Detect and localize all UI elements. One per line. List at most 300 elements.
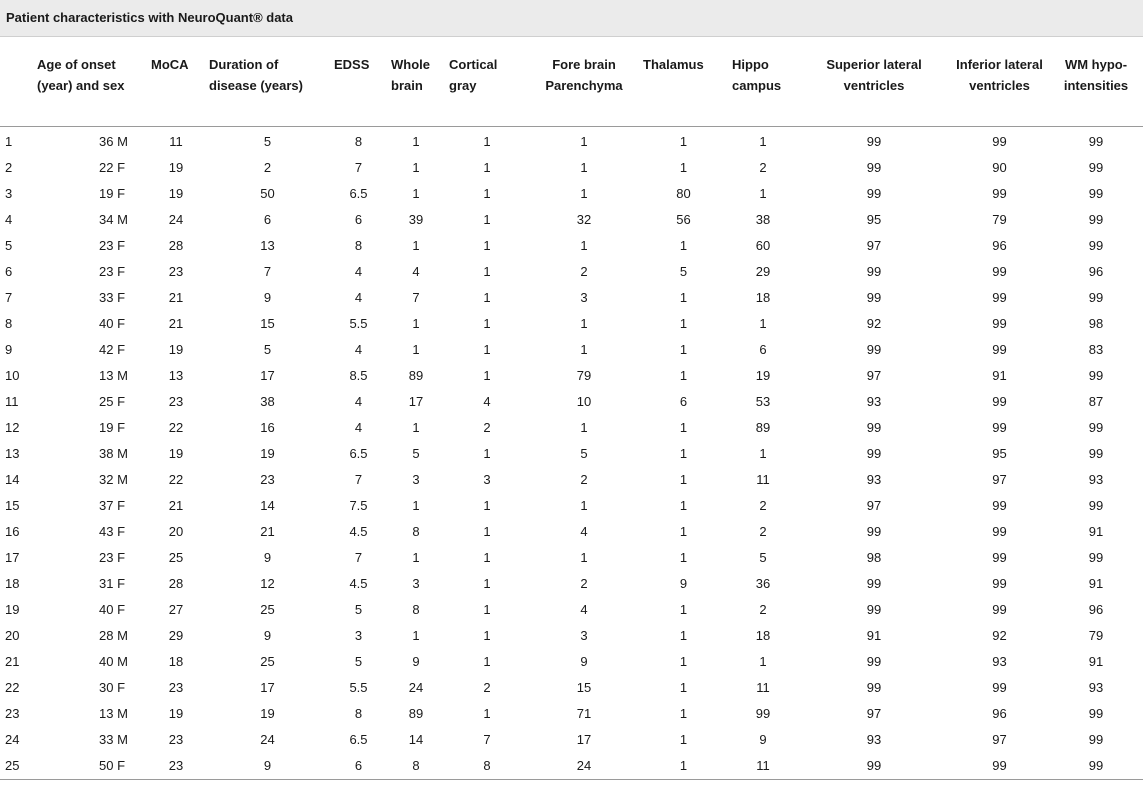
table-cell-id: 1 — [5, 134, 13, 149]
table-cell-inf-lat-vent: 79 — [992, 212, 1007, 227]
table-cell-id: 6 — [5, 264, 13, 279]
table-cell-age-sex: 50 F — [33, 753, 147, 780]
table-cell-moca: 23 — [147, 753, 205, 780]
table-cell-sup-lat-vent: 95 — [866, 212, 882, 227]
table-cell-edss: 4 — [354, 264, 363, 279]
table-cell-sup-lat-vent: 99 — [866, 186, 882, 201]
table-cell-wm-hypo: 96 — [1088, 602, 1104, 617]
table-cell-thalamus: 1 — [679, 342, 688, 357]
table-row — [0, 233, 1143, 259]
col-header-superior-lateral-ventricles: Superior lateral ventricles — [798, 46, 950, 127]
table-cell-whole-brain: 8 — [412, 524, 420, 539]
table-cell-forebrain: 1 — [580, 238, 588, 253]
table-cell-sup-lat-vent: 99 — [866, 420, 882, 435]
table-cell-moca: 22 — [168, 472, 184, 487]
table-cell-wm-hypo: 99 — [1088, 212, 1104, 227]
table-cell-whole-brain: 89 — [408, 368, 424, 383]
table-cell-thalamus: 1 — [679, 134, 688, 149]
table-cell-wm-hypo: 99 — [1049, 753, 1143, 780]
table-cell-moca: 23 — [168, 264, 184, 279]
col-header-moca: MoCA — [147, 46, 205, 127]
table-row — [0, 545, 1143, 571]
table-cell-cortical-gray: 7 — [483, 732, 491, 747]
table-cell-hippocampus: 1 — [759, 446, 767, 461]
patient-table — [0, 46, 1143, 780]
table-cell-whole-brain: 1 — [412, 134, 420, 149]
table-cell-whole-brain: 1 — [412, 160, 420, 175]
table-cell-inf-lat-vent: 97 — [992, 472, 1007, 487]
col-header-duration: Duration of disease (years) — [205, 46, 330, 127]
table-cell-duration: 23 — [260, 472, 275, 487]
table-cell-thalamus: 1 — [679, 290, 688, 305]
table-cell-age-sex: 43 F — [99, 524, 126, 539]
table-cell-age-sex: 36 M — [99, 134, 128, 149]
table-cell-hippocampus: 18 — [755, 290, 771, 305]
table-cell-age-sex: 13 M — [99, 706, 128, 721]
table-cell-thalamus: 1 — [639, 753, 728, 780]
table-cell-edss: 6 — [354, 212, 363, 227]
table-cell-forebrain: 79 — [576, 368, 592, 383]
table-cell-hippocampus: 18 — [755, 628, 771, 643]
table-cell-duration: 15 — [260, 316, 275, 331]
table-row — [0, 181, 1143, 207]
table-cell-id: 17 — [5, 550, 20, 565]
table-cell-id: 20 — [5, 628, 20, 643]
table-cell-wm-hypo: 99 — [1088, 186, 1104, 201]
table-cell-id: 3 — [5, 186, 13, 201]
table-cell-wm-hypo: 99 — [1088, 290, 1104, 305]
table-cell-cortical-gray: 4 — [483, 394, 491, 409]
table-cell-sup-lat-vent: 92 — [866, 316, 882, 331]
table-cell-thalamus: 6 — [679, 394, 688, 409]
table-cell-duration: 5 — [263, 134, 272, 149]
table-cell-whole-brain: 8 — [412, 602, 420, 617]
table-cell-whole-brain: 17 — [408, 394, 424, 409]
table-cell-moca: 18 — [168, 654, 184, 669]
table-cell-thalamus: 1 — [679, 680, 688, 695]
table-cell-hippocampus: 38 — [755, 212, 771, 227]
table-cell-forebrain: 1 — [580, 134, 588, 149]
table-cell-forebrain: 15 — [576, 680, 592, 695]
table-cell-inf-lat-vent: 99 — [992, 550, 1007, 565]
table-cell-sup-lat-vent: 97 — [866, 238, 882, 253]
table-cell-cortical-gray: 1 — [483, 446, 491, 461]
table-cell-edss: 5.5 — [349, 316, 368, 331]
table-cell-whole-brain: 3 — [412, 472, 420, 487]
table-cell-duration: 9 — [205, 753, 330, 780]
table-cell-duration: 6 — [263, 212, 272, 227]
table-cell-id: 21 — [5, 654, 20, 669]
table-cell-whole-brain: 5 — [412, 446, 420, 461]
table-cell-whole-brain: 1 — [412, 550, 420, 565]
col-header-inferior-lateral-ventricles: Inferior lateral ventricles — [950, 46, 1049, 127]
table-cell-forebrain: 4 — [580, 524, 588, 539]
table-cell-thalamus: 1 — [679, 524, 688, 539]
table-cell-inf-lat-vent: 99 — [992, 134, 1007, 149]
table-cell-moca: 20 — [168, 524, 184, 539]
table-cell-moca: 28 — [168, 576, 184, 591]
table-cell-duration: 24 — [260, 732, 275, 747]
table-cell-hippocampus: 9 — [759, 732, 767, 747]
table-cell-sup-lat-vent: 99 — [866, 654, 882, 669]
table-cell-edss: 4 — [354, 290, 363, 305]
table-cell-age-sex: 37 F — [99, 498, 126, 513]
table-cell-sup-lat-vent: 97 — [866, 498, 882, 513]
table-caption: Patient characteristics with NeuroQuant® data — [6, 10, 293, 25]
table-cell-moca: 23 — [168, 680, 184, 695]
table-cell-id: 19 — [5, 602, 20, 617]
table-cell-age-sex: 40 M — [99, 654, 128, 669]
table-cell-sup-lat-vent: 99 — [866, 602, 882, 617]
table-cell-forebrain: 5 — [580, 446, 588, 461]
table-cell-whole-brain: 4 — [412, 264, 420, 279]
table-row — [0, 597, 1143, 623]
table-cell-age-sex: 28 M — [99, 628, 128, 643]
table-cell-hippocampus: 1 — [759, 654, 767, 669]
table-cell-sup-lat-vent: 93 — [866, 472, 882, 487]
table-cell-id: 7 — [5, 290, 13, 305]
table-cell-duration: 19 — [260, 446, 275, 461]
table-cell-duration: 25 — [260, 654, 275, 669]
table-cell-sup-lat-vent: 99 — [866, 290, 882, 305]
table-cell-edss: 4 — [354, 342, 363, 357]
table-cell-thalamus: 1 — [679, 160, 688, 175]
table-cell-id: 15 — [5, 498, 20, 513]
table-cell-forebrain: 1 — [580, 420, 588, 435]
col-header-hippocampus: Hippo campus — [728, 46, 798, 127]
col-header-wm-hypointensities: WM hypo-intensities — [1049, 46, 1143, 127]
table-cell-hippocampus: 53 — [755, 394, 771, 409]
table-cell-wm-hypo: 91 — [1088, 654, 1104, 669]
table-cell-sup-lat-vent: 99 — [866, 524, 882, 539]
table-cell-id: 10 — [5, 368, 20, 383]
table-cell-inf-lat-vent: 91 — [992, 368, 1007, 383]
table-cell-sup-lat-vent: 99 — [866, 446, 882, 461]
table-cell-edss: 8 — [354, 706, 363, 721]
table-cell-whole-brain: 89 — [408, 706, 424, 721]
table-cell-sup-lat-vent: 99 — [866, 160, 882, 175]
table-cell-duration: 2 — [263, 160, 272, 175]
table-cell-inf-lat-vent: 99 — [992, 680, 1007, 695]
table-cell-age-sex: 38 M — [99, 446, 128, 461]
table-cell-duration: 13 — [260, 238, 275, 253]
table-cell-cortical-gray: 1 — [483, 654, 491, 669]
table-cell-cortical-gray: 1 — [483, 368, 491, 383]
table-body — [0, 127, 1143, 780]
table-cell-cortical-gray: 1 — [483, 342, 491, 357]
table-row — [0, 701, 1143, 727]
table-cell-hippocampus: 2 — [759, 602, 767, 617]
table-cell-inf-lat-vent: 99 — [992, 186, 1007, 201]
table-cell-forebrain: 1 — [580, 550, 588, 565]
table-cell-edss: 6.5 — [349, 446, 368, 461]
table-cell-moca: 23 — [168, 394, 184, 409]
table-cell-thalamus: 1 — [679, 316, 688, 331]
table-cell-whole-brain: 8 — [387, 753, 445, 780]
table-cell-id: 22 — [5, 680, 20, 695]
table-cell-wm-hypo: 87 — [1088, 394, 1104, 409]
table-cell-forebrain: 3 — [580, 628, 588, 643]
table-cell-duration: 17 — [260, 680, 275, 695]
table-cell-duration: 5 — [263, 342, 272, 357]
table-cell-hippocampus: 11 — [756, 472, 770, 487]
table-cell-duration: 7 — [263, 264, 272, 279]
table-cell-duration: 16 — [260, 420, 275, 435]
table-cell-age-sex: 22 F — [99, 160, 126, 175]
table-row — [0, 285, 1143, 311]
table-cell-forebrain: 2 — [580, 264, 588, 279]
table-cell-duration: 38 — [260, 394, 275, 409]
table-cell-wm-hypo: 79 — [1088, 628, 1104, 643]
table-row — [0, 753, 1143, 780]
table-cell-hippocampus: 19 — [755, 368, 771, 383]
table-cell-moca: 19 — [168, 342, 184, 357]
table-cell-edss: 8 — [354, 134, 363, 149]
table-cell-sup-lat-vent: 99 — [798, 753, 950, 780]
table-cell-thalamus: 1 — [679, 472, 688, 487]
table-cell-age-sex: 19 F — [99, 420, 126, 435]
table-cell-thalamus: 1 — [679, 654, 688, 669]
table-row — [0, 519, 1143, 545]
table-cell-age-sex: 31 F — [99, 576, 126, 591]
table-cell-id: 23 — [5, 706, 20, 721]
table-cell-edss: 5 — [354, 654, 363, 669]
table-cell-id: 2 — [5, 160, 13, 175]
table-cell-forebrain: 1 — [580, 186, 588, 201]
table-cell-wm-hypo: 91 — [1088, 524, 1104, 539]
table-cell-hippocampus: 29 — [755, 264, 771, 279]
table-row — [0, 623, 1143, 649]
table-cell-hippocampus: 1 — [759, 134, 767, 149]
table-cell-id: 25 — [0, 753, 33, 780]
table-cell-whole-brain: 1 — [412, 238, 420, 253]
table-cell-edss: 4 — [354, 394, 363, 409]
table-cell-moca: 11 — [169, 134, 183, 149]
table-cell-age-sex: 19 F — [99, 186, 126, 201]
table-cell-wm-hypo: 99 — [1088, 238, 1104, 253]
table-cell-duration: 9 — [263, 628, 272, 643]
table-cell-moca: 27 — [168, 602, 184, 617]
table-cell-age-sex: 42 F — [99, 342, 126, 357]
col-header-cortical-gray: Cortical gray — [445, 46, 529, 127]
col-header-age-sex: Age of onset (year) and sex — [33, 46, 147, 127]
table-cell-duration: 9 — [263, 290, 272, 305]
table-row — [0, 675, 1143, 701]
table-cell-forebrain: 2 — [580, 472, 588, 487]
table-cell-whole-brain: 7 — [412, 290, 420, 305]
table-row — [0, 571, 1143, 597]
table-cell-hippocampus: 99 — [755, 706, 771, 721]
table-row — [0, 127, 1143, 156]
table-cell-inf-lat-vent: 96 — [992, 706, 1007, 721]
table-cell-forebrain: 9 — [580, 654, 588, 669]
table-cell-cortical-gray: 3 — [483, 472, 491, 487]
col-header-forebrain: Fore brain Parenchyma — [529, 46, 639, 127]
table-cell-thalamus: 1 — [679, 550, 688, 565]
table-cell-age-sex: 23 F — [99, 238, 126, 253]
table-cell-edss: 4.5 — [349, 576, 368, 591]
table-cell-thalamus: 1 — [679, 368, 688, 383]
table-cell-inf-lat-vent: 90 — [992, 160, 1007, 175]
table-cell-id: 9 — [5, 342, 13, 357]
table-cell-forebrain: 1 — [580, 498, 588, 513]
table-cell-duration: 17 — [260, 368, 275, 383]
table-cell-moca: 19 — [168, 186, 184, 201]
table-cell-wm-hypo: 99 — [1088, 706, 1104, 721]
table-cell-whole-brain: 1 — [412, 628, 420, 643]
table-cell-thalamus: 1 — [679, 446, 688, 461]
table-cell-age-sex: 34 M — [99, 212, 128, 227]
table-cell-inf-lat-vent: 99 — [992, 342, 1007, 357]
table-cell-forebrain: 10 — [576, 394, 592, 409]
table-cell-wm-hypo: 99 — [1088, 732, 1104, 747]
table-cell-forebrain: 1 — [580, 316, 588, 331]
table-cell-thalamus: 1 — [679, 628, 688, 643]
table-row — [0, 259, 1143, 285]
table-cell-edss: 7.5 — [349, 498, 368, 513]
table-cell-forebrain: 17 — [576, 732, 592, 747]
table-cell-wm-hypo: 93 — [1088, 472, 1104, 487]
table-cell-inf-lat-vent: 99 — [992, 602, 1007, 617]
table-row — [0, 337, 1143, 363]
table-cell-whole-brain: 24 — [408, 680, 424, 695]
table-cell-thalamus: 1 — [679, 420, 688, 435]
table-cell-wm-hypo: 99 — [1088, 160, 1104, 175]
table-cell-cortical-gray: 1 — [483, 706, 491, 721]
caption-bar — [0, 0, 1143, 37]
table-cell-whole-brain: 3 — [412, 576, 420, 591]
table-cell-cortical-gray: 1 — [483, 290, 491, 305]
table-cell-age-sex: 40 F — [99, 602, 126, 617]
table-row — [0, 389, 1143, 415]
table-row — [0, 311, 1143, 337]
table-cell-wm-hypo: 99 — [1088, 420, 1104, 435]
table-cell-moca: 19 — [168, 706, 184, 721]
table-cell-moca: 22 — [168, 420, 184, 435]
table-cell-sup-lat-vent: 99 — [866, 342, 882, 357]
table-cell-thalamus: 1 — [679, 238, 688, 253]
table-cell-cortical-gray: 1 — [483, 212, 491, 227]
table-cell-forebrain: 3 — [580, 290, 588, 305]
table-cell-wm-hypo: 99 — [1088, 498, 1104, 513]
table-cell-duration: 21 — [260, 524, 275, 539]
table-cell-thalamus: 5 — [679, 264, 688, 279]
table-cell-edss: 8.5 — [349, 368, 368, 383]
table-cell-wm-hypo: 99 — [1088, 550, 1104, 565]
table-cell-edss: 3 — [354, 628, 363, 643]
table-cell-duration: 9 — [263, 550, 272, 565]
table-cell-wm-hypo: 93 — [1088, 680, 1104, 695]
table-cell-thalamus: 1 — [679, 498, 688, 513]
table-cell-cortical-gray: 2 — [483, 680, 491, 695]
table-cell-hippocampus: 89 — [755, 420, 771, 435]
table-cell-whole-brain: 9 — [412, 654, 420, 669]
table-cell-cortical-gray: 2 — [483, 420, 491, 435]
table-cell-hippocampus: 2 — [759, 524, 767, 539]
table-cell-inf-lat-vent: 99 — [992, 576, 1007, 591]
table-cell-hippocampus: 1 — [759, 186, 767, 201]
table-cell-duration: 50 — [260, 186, 275, 201]
table-cell-id: 14 — [5, 472, 20, 487]
table-cell-id: 24 — [5, 732, 20, 747]
table-row — [0, 727, 1143, 753]
table-cell-age-sex: 40 F — [99, 316, 126, 331]
table-cell-inf-lat-vent: 99 — [992, 264, 1007, 279]
table-cell-thalamus: 9 — [679, 576, 688, 591]
table-cell-thalamus: 1 — [679, 706, 688, 721]
table-cell-cortical-gray: 1 — [483, 498, 491, 513]
table-cell-age-sex: 33 M — [99, 732, 128, 747]
table-cell-duration: 12 — [260, 576, 275, 591]
table-cell-id: 18 — [5, 576, 20, 591]
table-cell-edss: 6.5 — [349, 186, 368, 201]
table-cell-edss: 7 — [354, 550, 363, 565]
table-cell-wm-hypo: 96 — [1088, 264, 1104, 279]
table-cell-inf-lat-vent: 99 — [992, 420, 1007, 435]
table-cell-inf-lat-vent: 99 — [992, 524, 1007, 539]
table-cell-cortical-gray: 1 — [483, 316, 491, 331]
table-cell-hippocampus: 5 — [759, 550, 767, 565]
table-cell-duration: 25 — [260, 602, 275, 617]
table-cell-age-sex: 25 F — [99, 394, 126, 409]
table-cell-cortical-gray: 1 — [483, 264, 491, 279]
table-row — [0, 155, 1143, 181]
table-cell-age-sex: 32 M — [99, 472, 128, 487]
table-cell-whole-brain: 1 — [412, 420, 420, 435]
table-cell-thalamus: 80 — [676, 186, 691, 201]
table-cell-sup-lat-vent: 99 — [866, 576, 882, 591]
table-cell-hippocampus: 2 — [759, 498, 767, 513]
table-cell-age-sex: 23 F — [99, 550, 126, 565]
table-cell-wm-hypo: 98 — [1088, 316, 1104, 331]
table-cell-edss: 6 — [330, 753, 387, 780]
table-row — [0, 493, 1143, 519]
table-cell-forebrain: 2 — [580, 576, 588, 591]
table-cell-inf-lat-vent: 99 — [992, 498, 1007, 513]
table-cell-moca: 28 — [168, 238, 184, 253]
table-cell-id: 13 — [5, 446, 20, 461]
table-row — [0, 649, 1143, 675]
table-cell-thalamus: 1 — [679, 602, 688, 617]
table-cell-moca: 21 — [168, 498, 184, 513]
table-cell-sup-lat-vent: 98 — [866, 550, 882, 565]
table-row — [0, 467, 1143, 493]
table-cell-sup-lat-vent: 99 — [866, 680, 882, 695]
table-cell-cortical-gray: 1 — [483, 576, 491, 591]
table-cell-whole-brain: 39 — [408, 212, 424, 227]
table-cell-id: 11 — [5, 394, 19, 409]
table-cell-forebrain: 1 — [580, 342, 588, 357]
table-cell-inf-lat-vent: 99 — [950, 753, 1049, 780]
table-cell-whole-brain: 1 — [412, 498, 420, 513]
table-cell-moca: 24 — [168, 212, 184, 227]
table-cell-id: 12 — [5, 420, 20, 435]
table-cell-cortical-gray: 1 — [483, 628, 491, 643]
col-header-thalamus: Thalamus — [639, 46, 728, 127]
table-cell-wm-hypo: 91 — [1088, 576, 1104, 591]
table-cell-sup-lat-vent: 97 — [866, 706, 882, 721]
col-header-edss: EDSS — [330, 46, 387, 127]
table-cell-edss: 4 — [354, 420, 363, 435]
table-cell-cortical-gray: 1 — [483, 134, 491, 149]
table-cell-id: 8 — [5, 316, 13, 331]
table-cell-forebrain: 71 — [576, 706, 592, 721]
header-row — [0, 46, 1143, 127]
table-cell-hippocampus: 60 — [755, 238, 771, 253]
table-cell-sup-lat-vent: 93 — [866, 732, 882, 747]
table-cell-hippocampus: 1 — [759, 316, 767, 331]
table-cell-id: 16 — [5, 524, 20, 539]
